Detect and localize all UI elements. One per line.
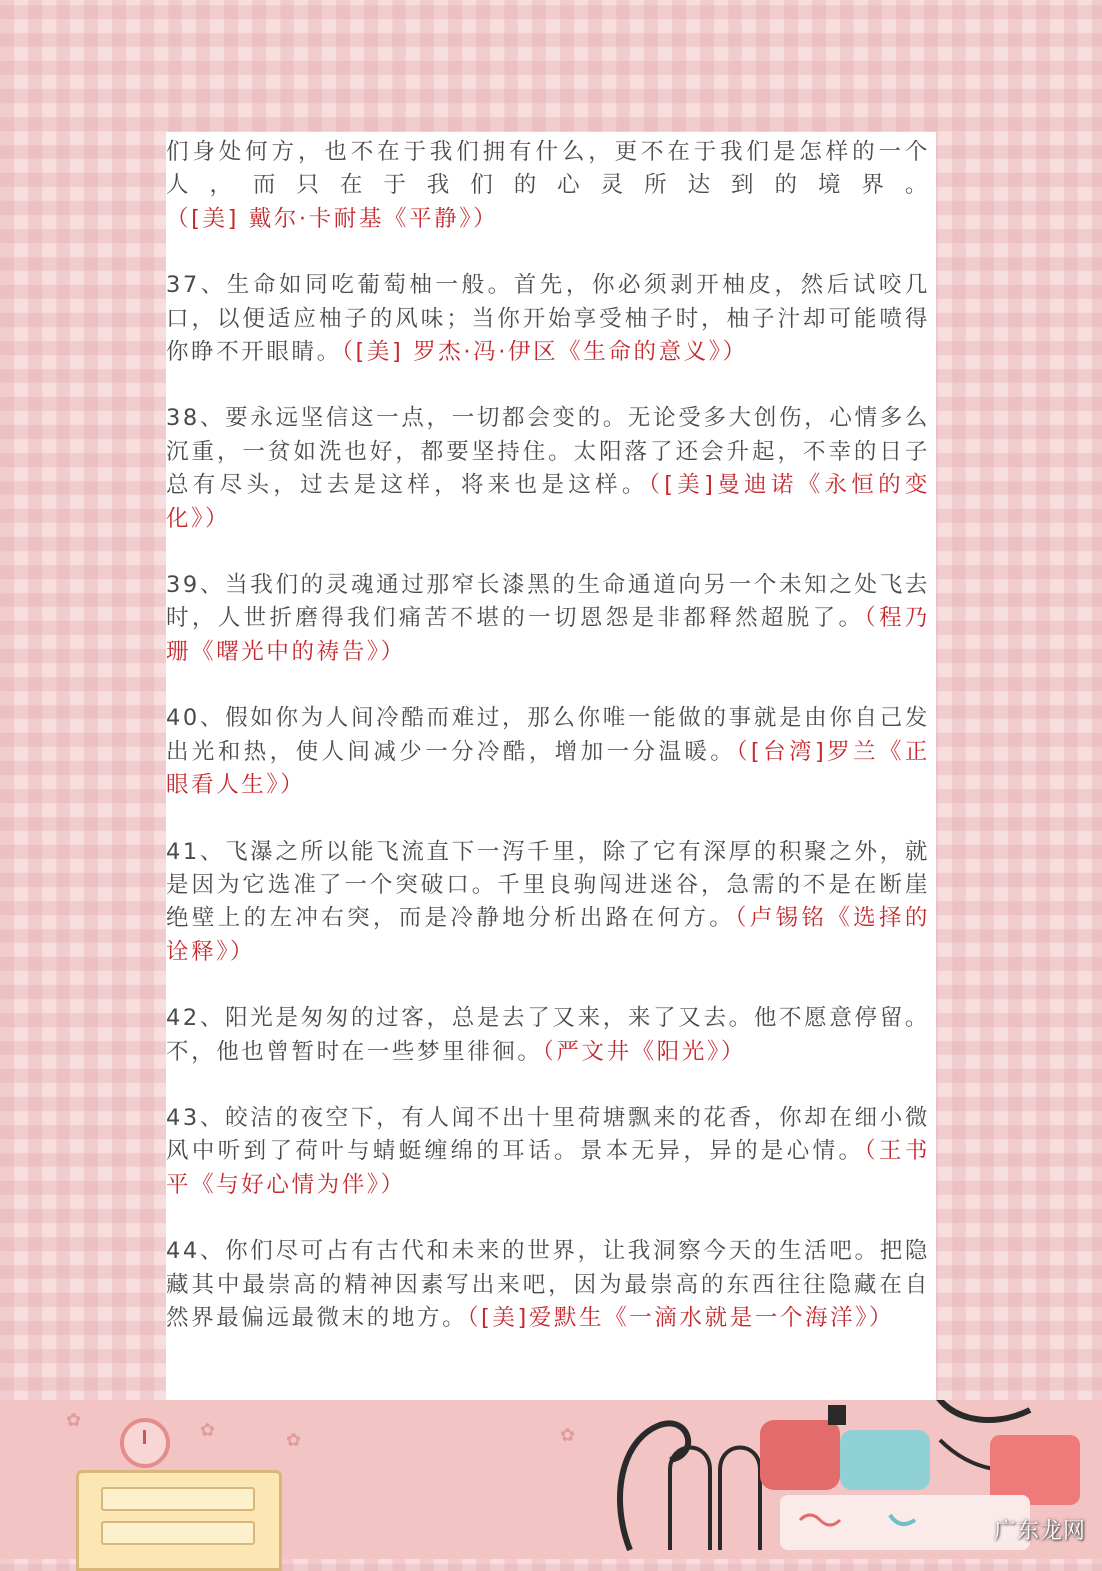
quote-text: 43、皎洁的夜空下，有人闻不出十里荷塘飘来的花香，你却在细小微风中听到了荷叶与蜻蜓缠绵的耳话。景本无异，异的是心情。	[166, 1104, 930, 1165]
quote-entry-38	[166, 402, 930, 536]
watermark: 广东龙网	[993, 1519, 1086, 1544]
quote-source: （严文井《阳光》）	[542, 1038, 746, 1065]
quote-entry-42	[166, 1002, 930, 1069]
quote-entry-continued	[166, 136, 930, 236]
quote-source: （[台湾]罗兰《正眼看人生》）	[166, 738, 930, 799]
quote-source: （[美] 戴尔·卡耐基《平静》）	[166, 205, 499, 232]
flower-icon: ✿	[560, 1425, 576, 1446]
quote-source: （王书平《与好心情为伴》）	[166, 1138, 930, 1198]
clock-icon	[120, 1418, 170, 1468]
quote-text: 39、当我们的灵魂通过那窄长漆黑的生命通道向另一个未知之处飞去时，人世折磨得我们痛苦不堪的一切恩怨是非都释然超脱了。	[166, 572, 930, 632]
quote-entry-43	[166, 1102, 930, 1202]
flower-icon: ✿	[66, 1410, 82, 1431]
quote-entry-37	[166, 269, 930, 369]
quote-entry-40	[166, 702, 930, 802]
quote-text: 44、你们尽可占有古代和未来的世界，让我洞察今天的生活吧。把隐藏其中最崇高的精神因素写出来吧，因为最崇高的东西往往隐藏在自然界最偏远最微末的地方。	[166, 1238, 930, 1331]
flower-icon: ✿	[286, 1430, 302, 1451]
quote-entry-39	[166, 569, 930, 669]
quote-entry-44	[166, 1235, 930, 1335]
quote-source: （[美] 罗杰·冯·伊区《生命的意义》）	[341, 339, 748, 366]
quote-text: 们身处何方，也不在于我们拥有什么，更不在于我们是怎样的一个人，而只在于我们的心灵所达到的境界。	[166, 139, 930, 199]
quote-text: 41、飞瀑之所以能飞流直下一泻千里，除了它有深厚的积聚之外，就是因为它选准了一个突破口。千里良驹闯进迷谷，急需的不是在断崖绝壁上的左冲右突，而是冷静地分析出路在何方。	[166, 838, 930, 932]
quote-source: （程乃珊《曙光中的祷告》）	[166, 605, 930, 665]
quote-source: （[美]曼迪诺《永恒的变化》）	[166, 472, 930, 532]
flower-icon: ✿	[200, 1420, 216, 1441]
quote-card	[166, 132, 936, 1400]
quote-list	[166, 132, 930, 1335]
quote-text: 38、要永远坚信这一点，一切都会变的。无论受多大创伤，心情多么沉重，一贫如洗也好，都要坚持住。太阳落了还会升起，不幸的日子总有尽头，过去是这样，将来也是这样。	[166, 405, 930, 499]
dresser-illustration	[76, 1470, 282, 1571]
quote-entry-41	[166, 836, 930, 970]
quote-source: （卢锡铭《选择的诠释》）	[166, 905, 930, 965]
quote-text: 40、假如你为人间冷酷而难过，那么你唯一能做的事就是由你自己发出光和热，使人间减少一分冷酷，增加一分温暖。	[166, 705, 930, 765]
quote-text: 37、生命如同吃葡萄柚一般。首先，你必须剥开柚皮，然后试咬几口，以便适应柚子的风味；当你开始享受柚子时，柚子汁却可能喷得你睁不开眼睛。	[166, 272, 930, 366]
quote-source: （[美]爱默生《一滴水就是一个海洋》）	[467, 1304, 895, 1331]
quote-text: 42、阳光是匆匆的过客，总是去了又来，来了又去。他不愿意停留。不，他也曾暂时在一些梦里徘徊。	[166, 1005, 930, 1065]
